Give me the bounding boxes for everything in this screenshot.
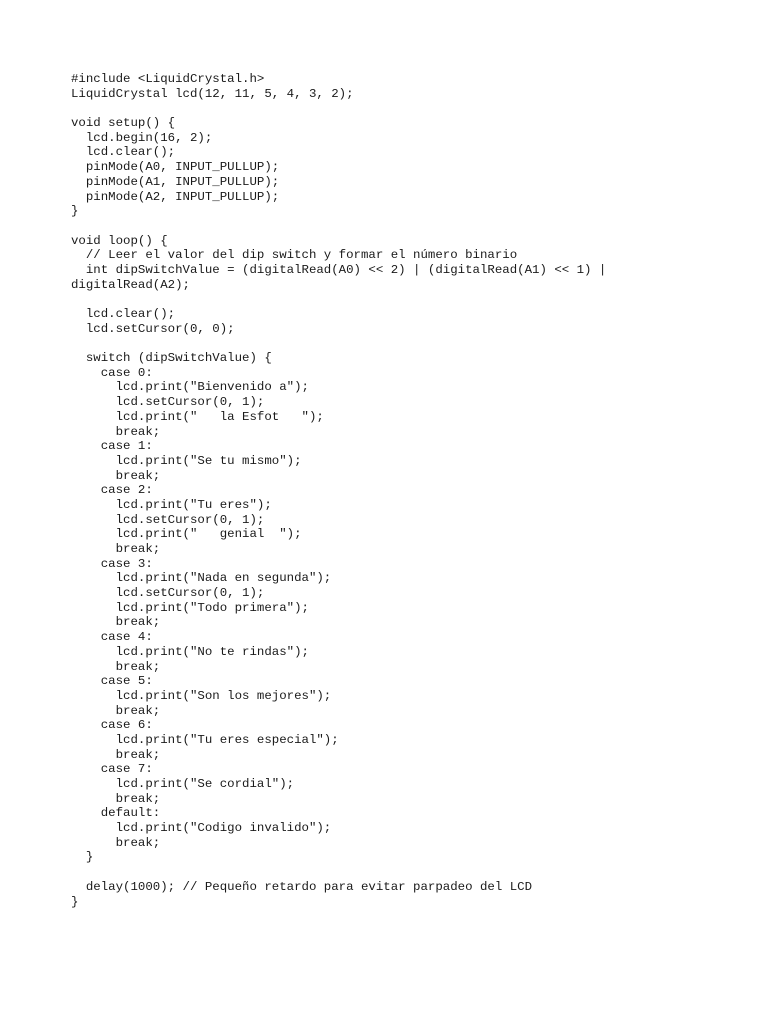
code-listing	[71, 72, 711, 909]
code-line	[71, 336, 711, 351]
code-line: break;	[71, 835, 161, 850]
code-line: break;	[71, 791, 161, 806]
code-line: break;	[71, 659, 161, 674]
code-line	[71, 292, 711, 307]
code-line: lcd.clear();	[71, 307, 176, 321]
code-line: lcd.print("Se tu mismo");	[71, 453, 302, 468]
code-line: case 1:	[71, 439, 153, 454]
code-line: default:	[71, 806, 161, 821]
code-line: case 3:	[71, 556, 153, 571]
code-line: }	[71, 850, 94, 865]
code-line: #include <LiquidCrystal.h>	[71, 72, 265, 86]
code-line: break;	[71, 747, 161, 762]
code-line: lcd.print("Todo primera");	[71, 600, 309, 615]
code-line: lcd.clear();	[71, 145, 176, 160]
code-line: delay(1000); // Pequeño retardo para evitar parpadeo del LCD	[71, 879, 533, 894]
code-line: lcd.print("Codigo invalido");	[71, 821, 332, 836]
code-line: lcd.setCursor(0, 0);	[71, 321, 235, 336]
code-line: LiquidCrystal lcd(12, 11, 5, 4, 3, 2);	[71, 86, 354, 101]
code-line: lcd.setCursor(0, 1);	[71, 395, 265, 410]
code-line: break;	[71, 542, 161, 556]
code-line: case 6:	[71, 718, 153, 733]
code-line: pinMode(A0, INPUT_PULLUP);	[71, 160, 280, 175]
code-line: lcd.print("Se cordial");	[71, 777, 295, 791]
code-line: pinMode(A1, INPUT_PULLUP);	[71, 174, 280, 189]
code-line: void loop() {	[71, 233, 168, 248]
code-line: break;	[71, 615, 161, 630]
code-line: lcd.print(" genial ");	[71, 527, 302, 542]
code-line	[71, 865, 711, 880]
code-line: lcd.print(" la Esfot ");	[71, 409, 324, 424]
code-line: lcd.print("Son los mejores");	[71, 688, 332, 703]
code-line: lcd.setCursor(0, 1);	[71, 512, 265, 527]
code-line: case 5:	[71, 674, 153, 689]
code-line	[71, 101, 711, 116]
code-line: pinMode(A2, INPUT_PULLUP);	[71, 189, 280, 204]
code-line: lcd.begin(16, 2);	[71, 130, 213, 145]
code-line: case 7:	[71, 762, 153, 777]
code-line: digitalRead(A2);	[71, 277, 190, 292]
code-line: lcd.setCursor(0, 1);	[71, 586, 265, 601]
code-line: break;	[71, 424, 161, 439]
code-line: lcd.print("Tu eres");	[71, 497, 272, 512]
code-line: case 2:	[71, 483, 153, 498]
code-line: case 4:	[71, 630, 153, 645]
code-line: case 0:	[71, 365, 153, 380]
code-line: lcd.print("No te rindas");	[71, 644, 309, 659]
code-line: lcd.print("Tu eres especial");	[71, 732, 339, 747]
code-line: break;	[71, 468, 161, 483]
code-line	[71, 219, 711, 234]
code-line: break;	[71, 703, 161, 718]
code-line: int dipSwitchValue = (digitalRead(A0) << 2) | (digitalRead(A1) << 1) |	[71, 262, 607, 277]
code-line: void setup() {	[71, 116, 176, 131]
code-line: }	[71, 894, 79, 909]
code-line: lcd.print("Bienvenido a");	[71, 380, 309, 395]
code-line: // Leer el valor del dip switch y formar el número binario	[71, 248, 518, 263]
code-line: switch (dipSwitchValue) {	[71, 351, 272, 366]
code-line: lcd.print("Nada en segunda");	[71, 571, 332, 586]
code-line: }	[71, 204, 79, 219]
